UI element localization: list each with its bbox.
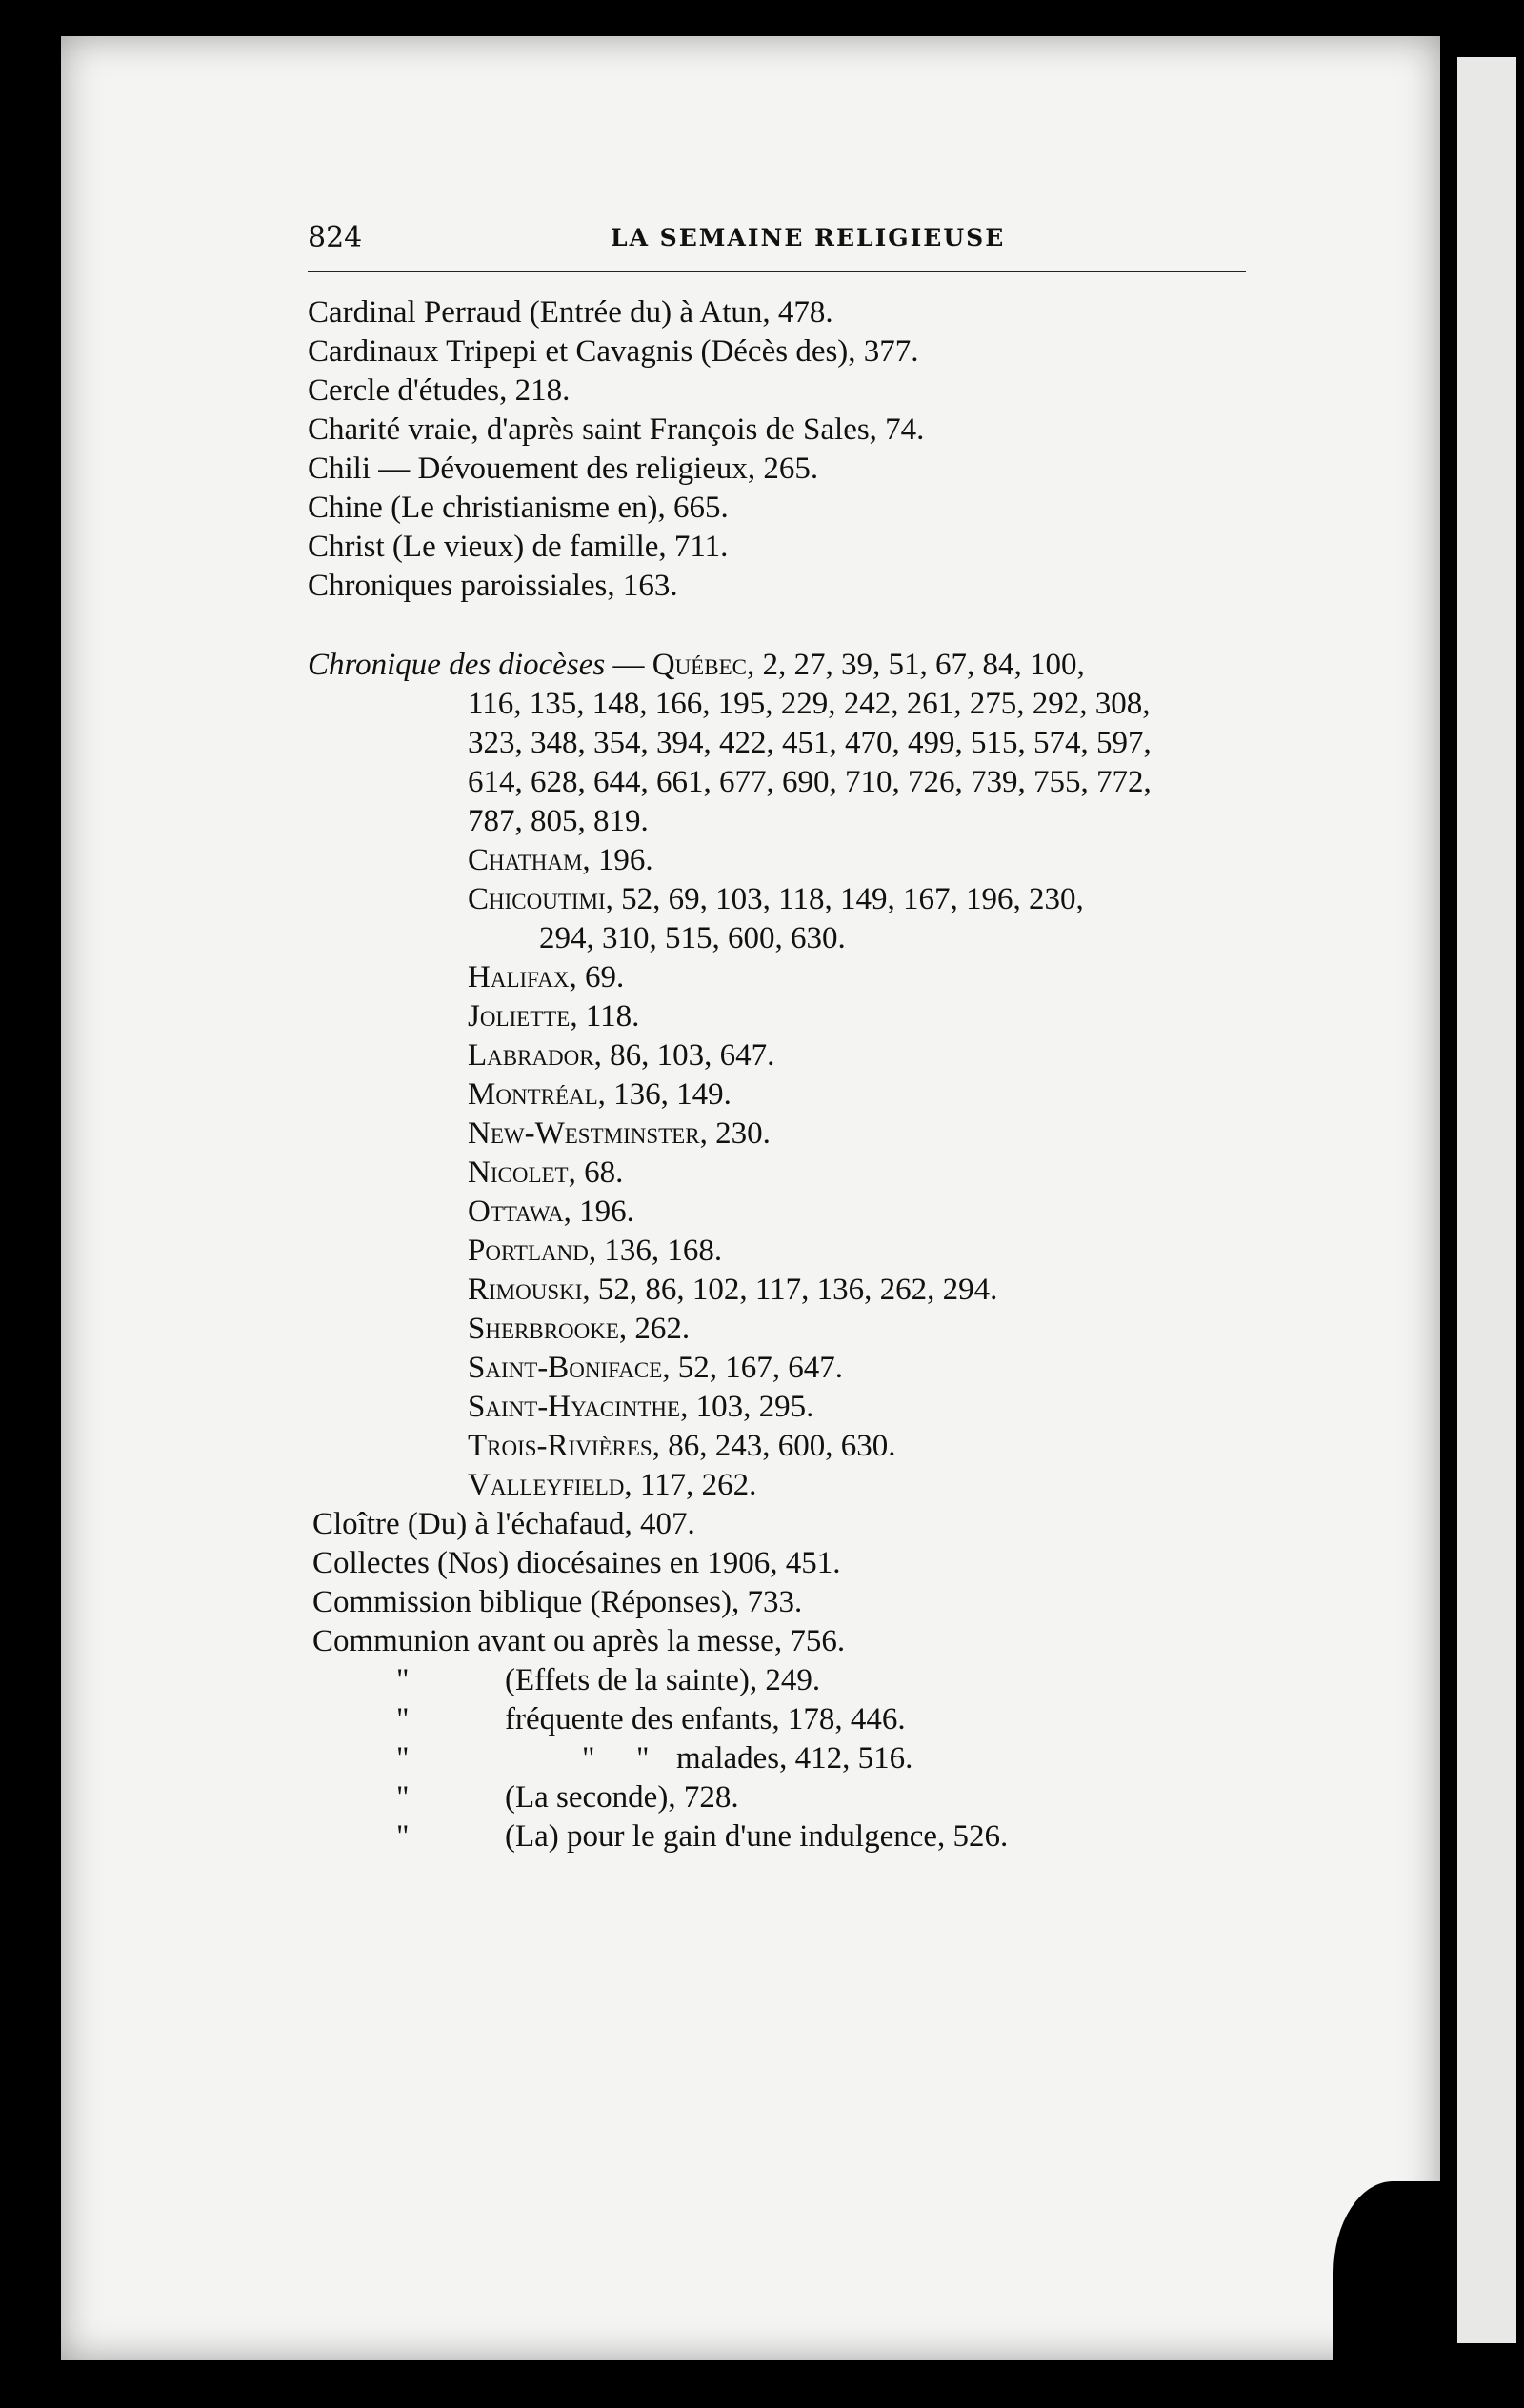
diocese-pages: , 230. — [699, 1116, 771, 1151]
diocese-entry — [468, 1429, 895, 1464]
diocese-pages: , 69. — [569, 960, 625, 994]
ditto-mark: " — [396, 1663, 410, 1697]
diocese-name: Chatham — [468, 843, 583, 877]
index-entry: Cercle d'études, 218. — [308, 373, 571, 408]
diocese-name: Valleyfield — [468, 1468, 625, 1502]
diocese-name: Chicoutimi — [468, 882, 606, 916]
index-entry: Commission biblique (Réponses), 733. — [312, 1585, 803, 1619]
index-entry: Chroniques paroissiales, 163. — [308, 569, 678, 603]
diocese-entry — [468, 960, 624, 995]
index-entry: Cardinal Perraud (Entrée du) à Atun, 478. — [308, 295, 833, 330]
diocese-pages: , 52, 86, 102, 117, 136, 262, 294. — [582, 1273, 998, 1307]
sub-entry: fréquente des enfants, 178, 446. — [505, 1702, 906, 1736]
running-title: LA SEMAINE RELIGIEUSE — [611, 224, 1006, 251]
ditto-mark: " — [396, 1819, 410, 1854]
diocese-pages: , 52, 69, 103, 118, 149, 167, 196, 230, — [605, 882, 1084, 916]
ditto-mark: " — [582, 1741, 595, 1776]
diocese-name: Trois-Rivières — [468, 1429, 652, 1463]
page-damage-mark — [1334, 2181, 1457, 2372]
diocese-pages: , 86, 103, 647. — [593, 1038, 775, 1073]
sub-entry: malades, 412, 516. — [676, 1741, 913, 1776]
diocese-entry — [468, 1155, 623, 1191]
diocese-pages: , 136, 168. — [588, 1234, 723, 1268]
ditto-mark: " — [396, 1702, 410, 1736]
index-entry: Communion avant ou après la messe, 756. — [312, 1624, 846, 1658]
page-number: 824 — [308, 221, 363, 254]
facing-page-edge — [1457, 57, 1516, 2343]
diocese-name: Québec — [652, 648, 747, 682]
diocese-pages: , 86, 243, 600, 630. — [652, 1429, 896, 1463]
book-page — [61, 36, 1440, 2360]
index-entry: Charité vraie, d'après saint François de Sales, 74. — [308, 412, 925, 447]
ditto-mark: " — [396, 1780, 410, 1815]
running-header — [308, 221, 1246, 269]
diocese-entry — [468, 999, 639, 1034]
diocese-entry — [468, 1116, 771, 1152]
diocese-pages: , 103, 295. — [680, 1390, 814, 1424]
diocese-name: Halifax — [468, 960, 570, 994]
diocese-pages-cont: 323, 348, 354, 394, 422, 451, 470, 499, 515, 574, 597, — [468, 726, 1152, 760]
sub-entry: (Effets de la sainte), 249. — [505, 1663, 821, 1697]
index-entry: Collectes (Nos) diocésaines en 1906, 451. — [312, 1546, 841, 1580]
diocese-name: Montréal — [468, 1077, 598, 1112]
diocese-entry — [468, 1312, 690, 1347]
diocese-entry — [468, 1077, 732, 1113]
diocese-entry — [468, 1194, 634, 1230]
diocese-name: Portland — [468, 1234, 589, 1268]
diocese-name: Saint-Boniface — [468, 1351, 663, 1385]
sub-entry: (La seconde), 728. — [505, 1780, 739, 1815]
index-entry: Chili — Dévouement des religieux, 265. — [308, 452, 819, 486]
diocese-entry — [468, 1273, 997, 1308]
diocese-name: Nicolet — [468, 1155, 569, 1190]
diocese-pages: , 136, 149. — [597, 1077, 732, 1112]
chronique-entry — [308, 648, 1085, 683]
diocese-entry — [468, 1468, 756, 1503]
diocese-pages: , 52, 167, 647. — [662, 1351, 843, 1385]
ditto-mark: " — [396, 1741, 410, 1776]
diocese-entry — [468, 882, 1084, 917]
diocese-entry — [468, 1038, 774, 1074]
diocese-name: Labrador — [468, 1038, 594, 1073]
index-entry: Chine (Le christianisme en), 665. — [308, 491, 729, 525]
diocese-pages: , 262. — [618, 1312, 691, 1346]
index-entry: Cardinaux Tripepi et Cavagnis (Décès des), 377. — [308, 334, 919, 369]
diocese-name: Saint-Hyacinthe — [468, 1390, 681, 1424]
diocese-name: New-Westminster — [468, 1116, 700, 1151]
header-rule — [308, 271, 1246, 272]
diocese-entry — [468, 1234, 722, 1269]
diocese-pages-cont: 116, 135, 148, 166, 195, 229, 242, 261, 275, 292, 308, — [468, 687, 1151, 721]
diocese-pages: , 68. — [568, 1155, 624, 1190]
ditto-mark: " — [636, 1741, 650, 1776]
diocese-name: Sherbrooke — [468, 1312, 619, 1346]
diocese-entry — [468, 1390, 813, 1425]
diocese-pages: , 2, 27, 39, 51, 67, 84, 100, — [746, 648, 1085, 682]
index-entry: Christ (Le vieux) de famille, 711. — [308, 530, 729, 564]
diocese-pages: , 196. — [563, 1194, 634, 1229]
diocese-pages: , 196. — [582, 843, 653, 877]
diocese-entry — [468, 1351, 843, 1386]
diocese-name: Rimouski — [468, 1273, 583, 1307]
index-entry: Cloître (Du) à l'échafaud, 407. — [312, 1507, 695, 1541]
diocese-name: Joliette — [468, 999, 571, 1033]
diocese-pages: , 117, 262. — [624, 1468, 757, 1502]
chronique-label: Chronique des diocèses — [308, 648, 606, 682]
diocese-pages: , 118. — [570, 999, 640, 1033]
diocese-name: Ottawa — [468, 1194, 564, 1229]
chronique-dash: — — [612, 648, 645, 682]
diocese-pages-cont: 787, 805, 819. — [468, 804, 649, 838]
diocese-pages-cont: 614, 628, 644, 661, 677, 690, 710, 726, 739, 755, 772, — [468, 765, 1152, 799]
diocese-entry — [468, 843, 653, 878]
sub-entry: (La) pour le gain d'une indulgence, 526. — [505, 1819, 1009, 1854]
diocese-pages-cont: 294, 310, 515, 600, 630. — [539, 921, 846, 955]
